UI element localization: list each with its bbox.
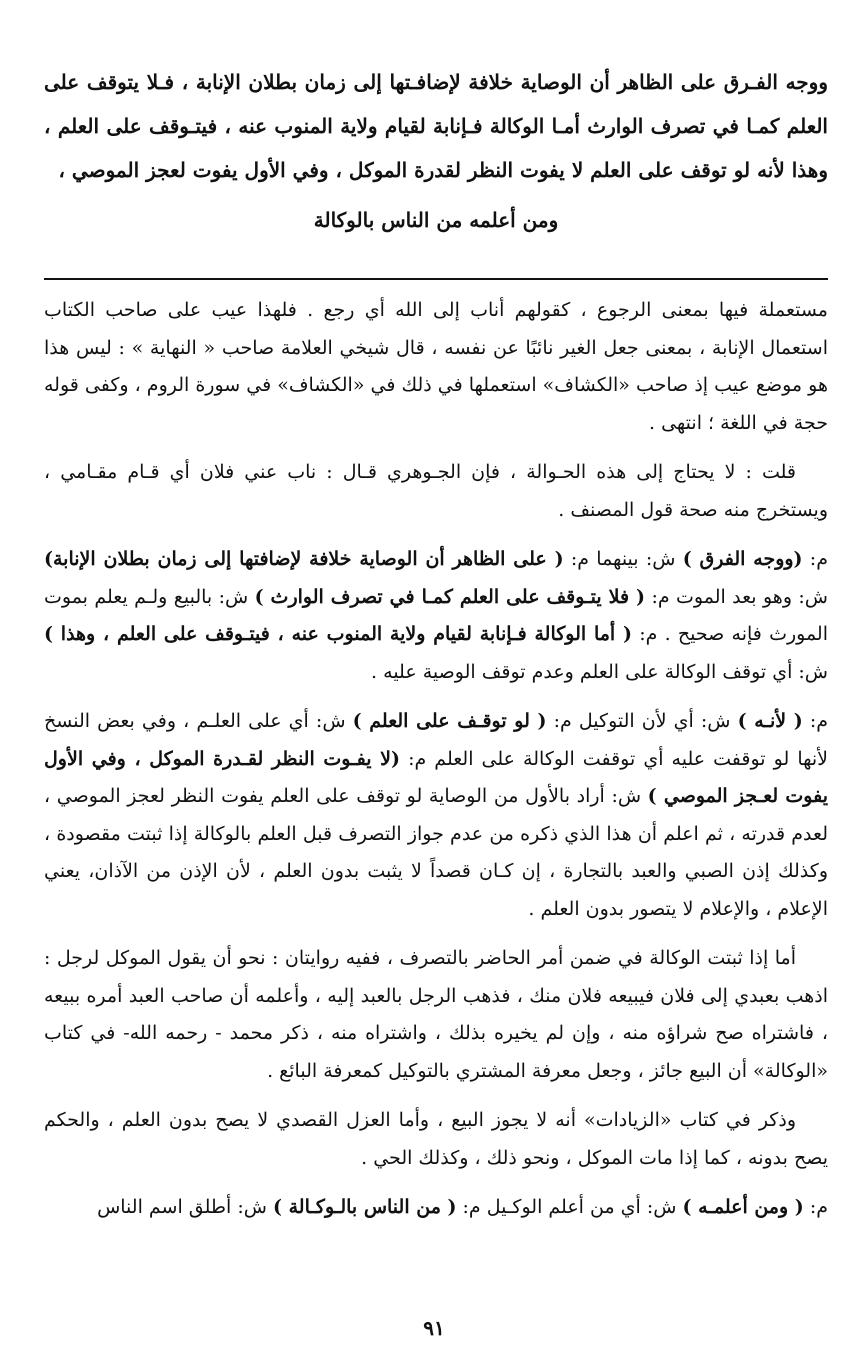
commentary-segment: ش: أراد بالأول من الوصاية لو توقف على العلم يفوت النظر لعجز الموصي ، لعدم قدرته ، ثم اعلم أن هذا الذي ذكره من عدم جواز التصرف قبل العلم بالوكالة إذا ثبتت مقصودة ، وكذلك إذن الصبي والعبد بالتجارة ، إن كـان قصداً لا يثبت بدون العلم ، لأن الإذن من الآذان، يعني الإعلام ، والإعلام لا يتصور بدون العلم . [44,785,828,920]
commentary-segment: ش: أي على العلـم ، وفي بعض النسخ لأنها لو توقفت عليه أي توقفت الوكالة على العلم م: [44,710,828,770]
page-number: ٩١ [423,1316,445,1340]
sharh-paragraph-1: مستعملة فيها بمعنى الرجوع ، كقولهم أناب إلى الله أي رجع . فلهذا عيب على صاحب الكتاب استعمال الإنابة ، بمعنى جعل الغير نائبًا عن نفسه ، قال شيخي العلامة صاحب « النهاية » : ليس هذا هو موضع عيب إذ صاحب «الكشاف» استعملها في ذلك في «الكشاف» في سورة الروم ، وكفى قوله حجة في اللغة ؛ انتهى . [44,299,828,434]
commentary-segment: ش: أي توقف الوكالة على العلم وعدم توقف الوصية عليه . [371,660,828,683]
matn-body: ووجه الفـرق على الظاهر أن الوصاية خلافة لإضافـتها إلى زمان بطلان الإنابة ، فـلا يتوقف على العلم كمـا في تصرف الوارث أمـا الوكالة فـإنابة لقيام ولاية المنوب عنه ، فيتـوقف على العلم ، وهذا لأنه لو توقف على العلم لا يفوت النظر لقدرة الموكل ، وفي الأول يفوت لعجز الموصي ، [44,70,828,182]
quoted-matn-segment: (ووجه الفرق ) [682,548,803,570]
matn-last-line: ومن أعلمه من الناس بالوكالة [313,208,559,232]
sharh-paragraph-6: وذكر في كتاب «الزيادات» أنه لا يجوز البيع ، وأما العزل القصدي لا يصح بدون العلم ، والحكم يصح بدونه ، كما إذا مات الموكل ، ونحو ذلك ، وكذلك الحي . [44,1109,828,1169]
commentary-segment: ش: بالبيع ولـم يعلم بموت المورث فإنه صحيح . م: [44,585,828,645]
sharh-block [44,292,828,1227]
quoted-matn-segment: ( أما الوكالة فـإنابة لقيام ولاية المنوب عنه ، فيتـوقف على العلم ، وهذا ) [44,623,633,645]
commentary-segment: م: [802,548,828,570]
sharh-paragraph-5: أما إذا ثبتت الوكالة في ضمن أمر الحاضر بالتصرف ، ففيه روايتان : نحو أن يقول الموكل لرجل : اذهب بعبدي إلى فلان فيبيعه فلان منك ، فذهب الرجل بالعبد إليه ، وأعلمه أن صاحب العبد أمره ببيعه ، فاشتراه صح شراؤه منه ، وإن لم يخيره بذلك ، واشتراه منه ، ذكر محمد - رحمه الله- في كتاب «الوكالة» أن البيع جائز ، وجعل معرفة المشتري بالتوكيل كمعرفة البائع . [44,947,828,1082]
commentary-segment: ش: أي لأن التوكيل م: [546,710,738,732]
commentary-segment: م: [803,1196,828,1218]
sharh-paragraph-4 [44,703,828,928]
quoted-matn-segment: ( لأنـه ) [737,710,803,732]
quoted-matn-segment: ( على الظاهر أن الوصاية خلافة لإضافتها إلى زمان بطلان الإنابة) [44,548,564,570]
sharh-paragraph-7 [44,1189,828,1227]
commentary-segment: ش: وهو بعد الموت م: [645,585,829,608]
sharh-paragraph-2: قلت : لا يحتاج إلى هذه الحـوالة ، فإن الجـوهري قـال : ناب عني فلان أي قـام مقـامي ، ويستخرج منه صحة قول المصنف . [44,461,828,521]
quoted-matn-segment: ( لو توقـف على العلم ) [352,710,547,732]
quoted-matn-segment: ( ومن أعلمـه ) [682,1196,804,1218]
quoted-matn-segment: ( من الناس بالـوكـالة ) [272,1196,457,1218]
footnote-divider [44,278,828,280]
commentary-segment: م: [802,710,829,732]
quoted-matn-segment: (لا يفـوت النظر لقـدرة الموكل ، وفي الأول يفوت لعـجز الموصي ) [44,747,828,807]
commentary-segment: ش: بينهما م: [563,548,683,570]
quoted-matn-segment: ( فلا يتـوقف على العلم كمـا في تصرف الوارث ) [254,585,646,608]
commentary-segment: ش: أطلق اسم الناس [97,1196,273,1218]
matn-block [44,60,828,242]
commentary-segment: ش: أي من أعلم الوكـيل م: [456,1196,683,1218]
sharh-paragraph-3 [44,541,828,691]
